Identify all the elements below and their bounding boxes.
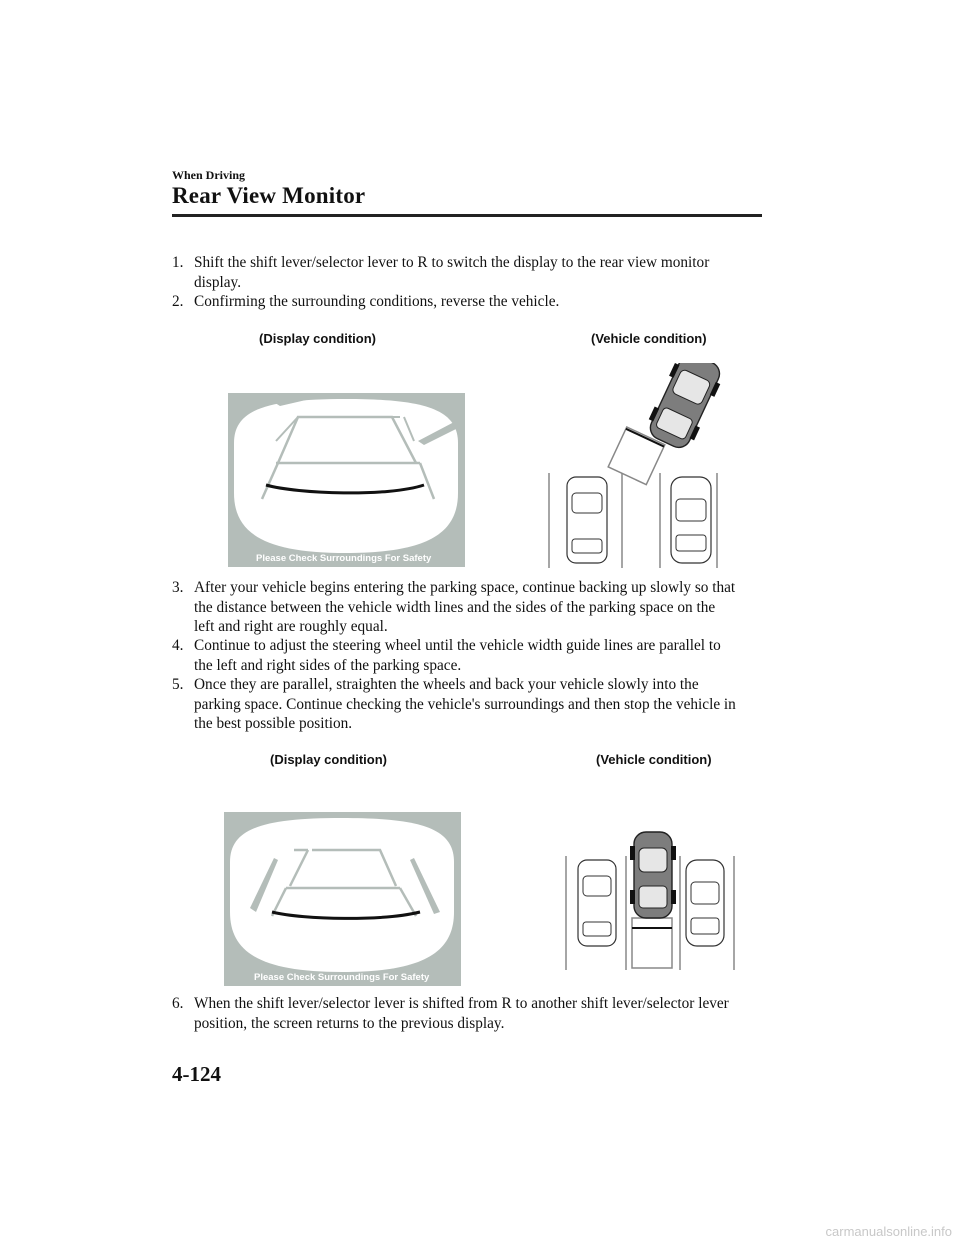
reversing-car-icon [630,832,676,918]
figure1-vehicle-diagram [545,363,735,568]
figure2-vehicle-caption: (Vehicle condition) [596,752,712,767]
step-4: 4. Continue to adjust the steering wheel until the vehicle width guide lines are parallel to the left and right sides of the parking space. [172,637,721,674]
page-title: Rear View Monitor [172,183,366,208]
section-label: When Driving [172,168,246,182]
watermark: carmanualsonline.info [825,1224,952,1239]
page-number: 4-124 [172,1062,221,1086]
parked-car-left-icon [578,860,616,946]
step-5: 5. Once they are parallel, straighten the wheels and back your vehicle slowly into the parking space. Continue checking the vehicle's surroundings and then stop the vehicle in the best possible position. [172,676,736,732]
figure2-display-screen [224,812,461,986]
figure2-vehicle-diagram [562,828,742,978]
figure1-display-caption: (Display condition) [259,331,376,346]
figure2-display-caption: (Display condition) [270,752,387,767]
title-divider [172,214,762,217]
step-1: 1. Shift the shift lever/selector lever to R to switch the display to the rear view monitor display. [172,254,710,291]
parked-car-right-icon [686,860,724,946]
parked-car-right-icon [671,477,711,563]
parked-car-left-icon [567,477,607,563]
step-6: 6. When the shift lever/selector lever is shifted from R to another shift lever/selector lever position, the screen returns to the previous display. [172,995,729,1032]
step-2: 2. Confirming the surrounding conditions, reverse the vehicle. [172,293,560,310]
step-3: 3. After your vehicle begins entering the parking space, continue backing up slowly so that the distance between the vehicle width lines and the sides of the parking space on the left and right are roughly equal. [172,579,736,635]
figure1-vehicle-caption: (Vehicle condition) [591,331,707,346]
figure1-display-screen [228,393,465,567]
figure2-screen-text: Please Check Surroundings For Safety [254,972,430,983]
figure1-screen-text: Please Check Surroundings For Safety [256,553,432,564]
reversing-car-icon [643,363,727,453]
